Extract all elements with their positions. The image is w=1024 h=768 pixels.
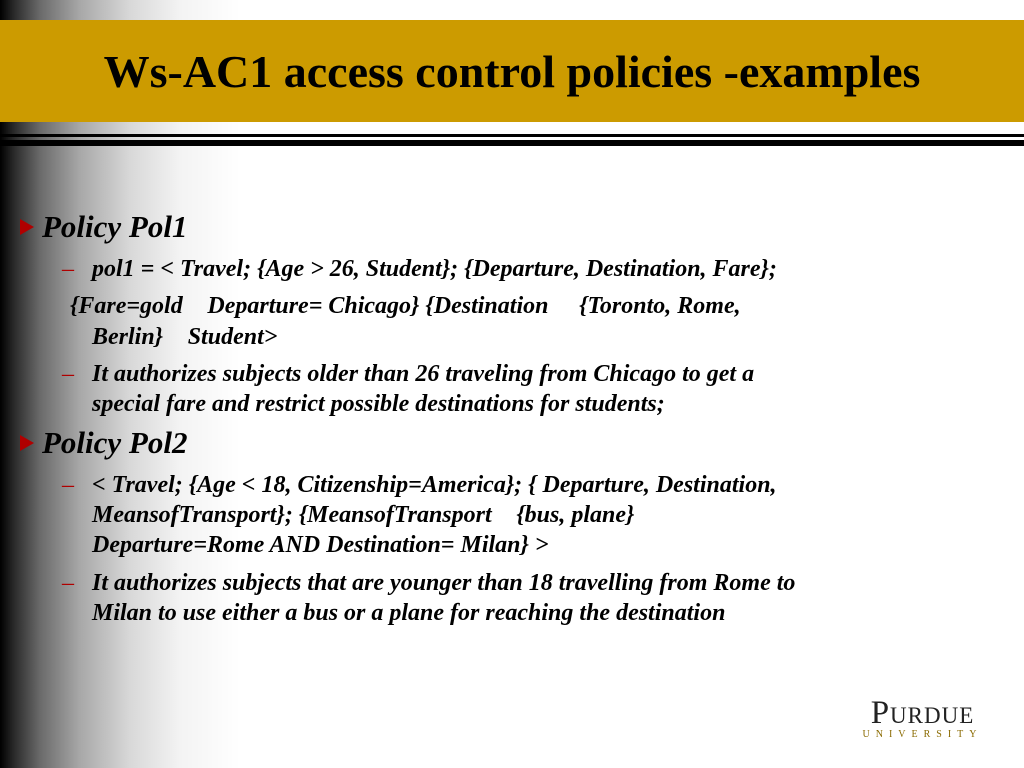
bullet-arrow-icon bbox=[20, 219, 34, 235]
policy-definition: pol1 = < Travel; {Age > 26, Student}; {Departure, Destination, Fare}; bbox=[92, 256, 777, 282]
policy-description: It authorizes subjects that are younger than 18 travelling from Rome to bbox=[92, 570, 796, 596]
policy-definition: < Travel; {Age < 18, Citizenship=America}; { Departure, Destination, bbox=[92, 472, 777, 498]
purdue-logo bbox=[850, 695, 995, 745]
policy-definition: Departure=Rome AND Destination= Milan} > bbox=[92, 532, 549, 558]
policy-definition: Berlin} Student> bbox=[92, 324, 259, 350]
logo-wordmark: Purdue bbox=[870, 695, 975, 731]
dash-icon: – bbox=[62, 256, 74, 282]
policy-description: Milan to use either a bus or a plane for reaching the destination bbox=[92, 600, 726, 626]
slide-title: Ws-AC1 access control policies -examples bbox=[103, 46, 921, 97]
dash-icon: – bbox=[62, 472, 74, 498]
policy-definition: MeansofTransport}; {MeansofTransport {bus, plane} bbox=[92, 502, 616, 528]
policy-definition: {Fare=gold Departure= Chicago} {Destination {Toronto, Rome, bbox=[70, 293, 698, 319]
logo-subtitle: UNIVERSITY bbox=[862, 729, 983, 740]
policy-heading: Policy Pol1 bbox=[42, 209, 188, 244]
policy-description: It authorizes subjects older than 26 traveling from Chicago to get a bbox=[92, 361, 755, 387]
policy-heading: Policy Pol2 bbox=[42, 425, 188, 460]
dash-icon: – bbox=[62, 570, 74, 596]
policy-description: special fare and restrict possible destinations for students; bbox=[92, 391, 665, 417]
dash-icon: – bbox=[62, 361, 74, 387]
bullet-arrow-icon bbox=[20, 435, 34, 451]
